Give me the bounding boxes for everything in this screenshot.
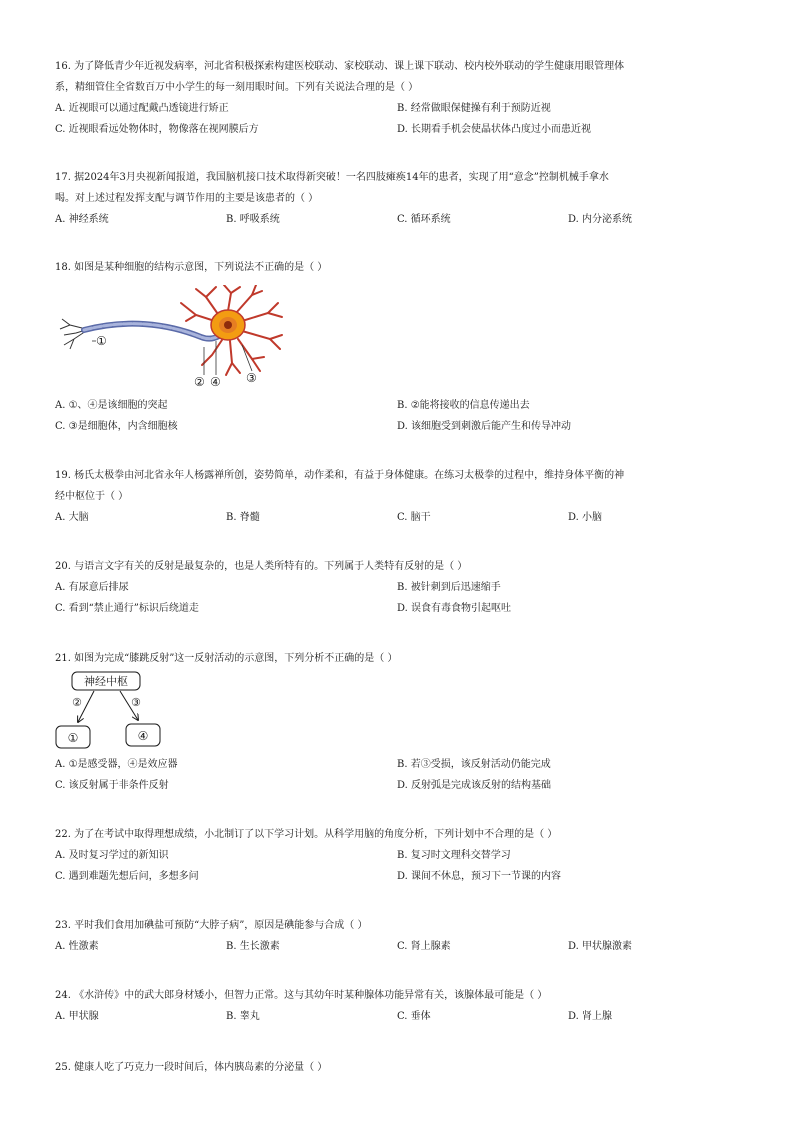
- neuron-label-1: ①: [96, 334, 107, 348]
- question-stem: 22. 为了在考试中取得理想成绩，小北制订了以下学习计划。从科学用脑的角度分析，下列计划中不合理的是（ ）: [55, 829, 558, 840]
- option-d: D. 误食有毒食物引起呕吐: [397, 603, 512, 614]
- option-d: D. 内分泌系统: [568, 214, 633, 225]
- option-c: C. 看到“禁止通行”标识后绕道走: [55, 603, 199, 614]
- option-b: B. 经常做眼保健操有利于预防近视: [397, 103, 551, 114]
- question-25: [55, 1057, 745, 1078]
- option-c: C. 垂体: [397, 1011, 431, 1022]
- question-21: [55, 648, 745, 669]
- question-stem: 20. 与语言文字有关的反射是最复杂的，也是人类所特有的。下列属于人类特有反射的是（ ）: [55, 561, 468, 572]
- question-24: [55, 985, 745, 1027]
- option-d: D. 该细胞受到刺激后能产生和传导冲动: [397, 421, 572, 432]
- option-b: B. 睾丸: [226, 1011, 260, 1022]
- question-18: [55, 257, 745, 278]
- option-a: A. 性激素: [55, 941, 99, 952]
- option-d: D. 小脑: [568, 512, 603, 523]
- question-22: [55, 824, 745, 887]
- question-21-options: [55, 754, 745, 796]
- reflex-arc-figure: [54, 670, 174, 752]
- arrow-label-2: ②: [72, 696, 82, 709]
- question-stem: 21. 如图为完成“膝跳反射”这一反射活动的示意图，下列分析不正确的是（ ）: [55, 653, 398, 664]
- right-box-label: ④: [137, 729, 149, 743]
- question-19: [55, 465, 745, 528]
- question-stem: 23. 平时我们食用加碘盐可预防“大脖子病”，原因是碘能参与合成（ ）: [55, 920, 368, 931]
- option-b: B. 若③受损，该反射活动仍能完成: [397, 759, 551, 770]
- center-box-label: 神经中枢: [84, 675, 128, 688]
- option-b: B. 脊髓: [226, 512, 260, 523]
- option-c: C. 遇到难题先想后问，多想多问: [55, 871, 199, 882]
- left-box-label: ①: [67, 731, 79, 745]
- question-stem: 系，精细管住全省数百万中小学生的每一刻用眼时间。下列有关说法合理的是（ ）: [55, 82, 419, 93]
- option-b: B. 生长激素: [226, 941, 280, 952]
- option-b: B. 呼吸系统: [226, 214, 280, 225]
- neuron-label-4: ④: [210, 375, 221, 389]
- option-d: D. 肾上腺: [568, 1011, 613, 1022]
- question-18-options: [55, 395, 745, 437]
- question-20: [55, 556, 745, 619]
- question-stem: 经中枢位于（ ）: [55, 491, 129, 502]
- question-23: [55, 915, 745, 957]
- neuron-label-3: ③: [246, 371, 257, 385]
- option-b: B. 复习时文理科交替学习: [397, 850, 511, 861]
- option-d: D. 反射弧是完成该反射的结构基础: [397, 780, 552, 791]
- option-d: D. 长期看手机会使晶状体凸度过小而患近视: [397, 124, 592, 135]
- neuron-diagram: [56, 285, 286, 391]
- arrow-label-3: ③: [131, 696, 141, 709]
- reflex-arc-diagram: [54, 670, 174, 752]
- question-stem: 17. 据2024年3月央视新闻报道，我国脑机接口技术取得新突破！一名四肢瘫痪14年的患者，实现了用“意念”控制机械手拿水: [55, 172, 609, 183]
- neuron-figure: [56, 285, 286, 391]
- question-17: [55, 167, 745, 230]
- option-b: B. ②能将接收的信息传递出去: [397, 400, 530, 411]
- option-a: A. 神经系统: [55, 214, 109, 225]
- question-stem: 喝。对上述过程发挥支配与调节作用的主要是该患者的（ ）: [55, 193, 319, 204]
- option-a: A. ①、④是该细胞的突起: [55, 400, 168, 411]
- option-d: D. 课间不休息，预习下一节课的内容: [397, 871, 562, 882]
- option-a: A. 及时复习学过的新知识: [55, 850, 169, 861]
- question-stem: 18. 如图是某种细胞的结构示意图，下列说法不正确的是（ ）: [55, 262, 328, 273]
- option-c: C. 肾上腺素: [397, 941, 451, 952]
- option-a: A. 有尿意后排尿: [55, 582, 129, 593]
- question-stem: 25. 健康人吃了巧克力一段时间后，体内胰岛素的分泌量（ ）: [55, 1062, 328, 1073]
- option-a: A. ①是感受器，④是效应器: [55, 759, 178, 770]
- question-stem: 19. 杨氏太极拳由河北省永年人杨露禅所创，姿势简单，动作柔和，有益于身体健康。在练习太极拳的过程中，维持身体平衡的神: [55, 470, 625, 481]
- question-16: [55, 56, 745, 140]
- option-c: C. 脑干: [397, 512, 431, 523]
- option-c: C. 该反射属于非条件反射: [55, 780, 169, 791]
- option-d: D. 甲状腺激素: [568, 941, 633, 952]
- option-a: A. 近视眼可以通过配戴凸透镜进行矫正: [55, 103, 229, 114]
- question-stem: 24. 《水浒传》中的武大郎身材矮小，但智力正常。这与其幼年时某种腺体功能异常有关，该腺体最可能是（ ）: [55, 990, 548, 1001]
- option-c: C. 近视眼看远处物体时，物像落在视网膜后方: [55, 124, 259, 135]
- neuron-label-2: ②: [194, 375, 205, 389]
- option-a: A. 甲状腺: [55, 1011, 99, 1022]
- option-c: C. ③是细胞体，内含细胞核: [55, 421, 178, 432]
- option-c: C. 循环系统: [397, 214, 451, 225]
- question-stem: 16. 为了降低青少年近视发病率，河北省积极探索构建医校联动、家校联动、课上课下联动、校内校外联动的学生健康用眼管理体: [55, 61, 625, 72]
- option-a: A. 大脑: [55, 512, 89, 523]
- option-b: B. 被针刺到后迅速缩手: [397, 582, 501, 593]
